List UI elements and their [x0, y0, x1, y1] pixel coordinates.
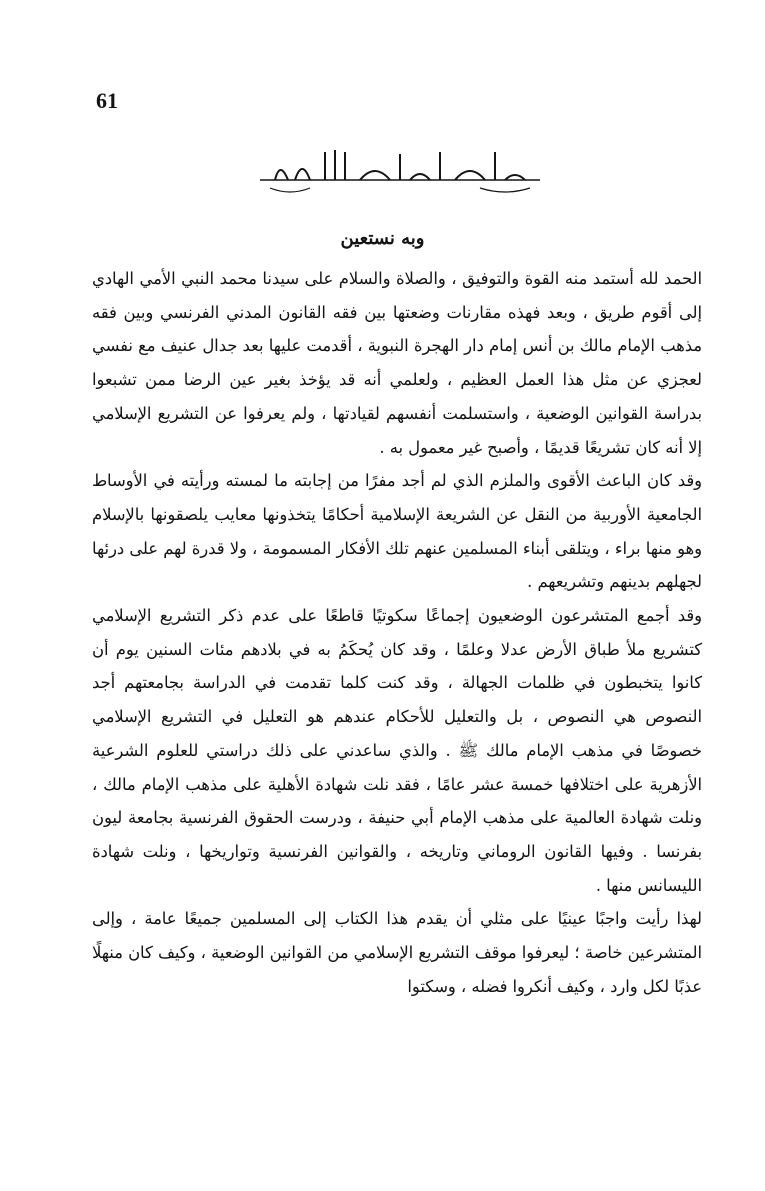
paragraph: لهذا رأيت واجبًا عينيًا على مثلي أن يقدم هذا الكتاب إلى المسلمين جميعًا عامة ، وإلى المتشرعين خاصة ؛ ليعرفوا موقف التشريع الإسلامي من القوانين الوضعية ، وكيف كان منهلًا عذبًا لكل وارد ، وكيف أنكروا فضله ، وسكتوا [92, 909, 702, 996]
paragraph: وقد كان الباعث الأقوى والملزم الذي لم أجد مفرًا من إجابته ما لمسته ورأيته في الأوساط الجامعية الأوربية من النقل عن الشريعة الإسلامية أحكامًا يتخذونها معايب يلصقونها بالإسلام وهو منها براء ، ويتلقى أبناء المسلمين عنهم تلك الأفكار المسمومة ، ولا قدرة لهم على درئها لجهلهم بدينهم وتشريعهم . [92, 471, 702, 592]
basmala-calligraphy [250, 140, 550, 200]
basmala-icon [250, 140, 550, 200]
body-text [92, 262, 702, 1003]
paragraph: وقد أجمع المتشرعون الوضعيون إجماعًا سكوتيًا قاطعًا على عدم ذكر التشريع الإسلامي كتشريع ملأ طباق الأرض عدلا وعلمًا ، وقد كان يُحكَمُ به في بلادهم مئات السنين يوم أن كانوا يتخبطون في ظلمات الجهالة ، وقد كنت كلما تقدمت في الدراسة بجامعتهم أجد النصوص هي النصوص ، بل والتعليل للأحكام عندهم هو التعليل في التشريع الإسلامي خصوصًا في مذهب الإمام مالك ﷺ . والذي ساعدني على ذلك دراستي للعلوم الشرعية الأزهرية على اختلافها خمسة عشر عامًا ، فقد نلت شهادة الأهلية على مذهب الإمام مالك ، ونلت شهادة العالمية على مذهب الإمام أبي حنيفة ، ودرست الحقوق الفرنسية بجامعة ليون بفرنسا . وفيها القانون الروماني وتاريخه ، والقوانين الفرنسية وتواريخها ، ونلت شهادة الليسانس منها . [92, 606, 702, 895]
paragraph: الحمد لله أستمد منه القوة والتوفيق ، والصلاة والسلام على سيدنا محمد النبي الأمي الهادي إلى أقوم طريق ، وبعد فهذه مقارنات وضعتها بين فقه القانون المدني الفرنسي وبين فقه مذهب الإمام مالك بن أنس إمام دار الهجرة النبوية ، أقدمت عليها بعد جدال عنيف مع نفسي لعجزي عن مثل هذا العمل العظيم ، ولعلمي أنه قد يؤخذ بغير عين الرضا ممن تشبعوا بدراسة القوانين الوضعية ، واستسلمت أنفسهم لقيادتها ، ولم يعرفوا عن التشريع الإسلامي إلا أنه كان تشريعًا قديمًا ، وأصبح غير معمول به . [92, 269, 702, 457]
page-number: 61 [96, 88, 118, 113]
section-heading: وبه نستعين [340, 228, 425, 249]
